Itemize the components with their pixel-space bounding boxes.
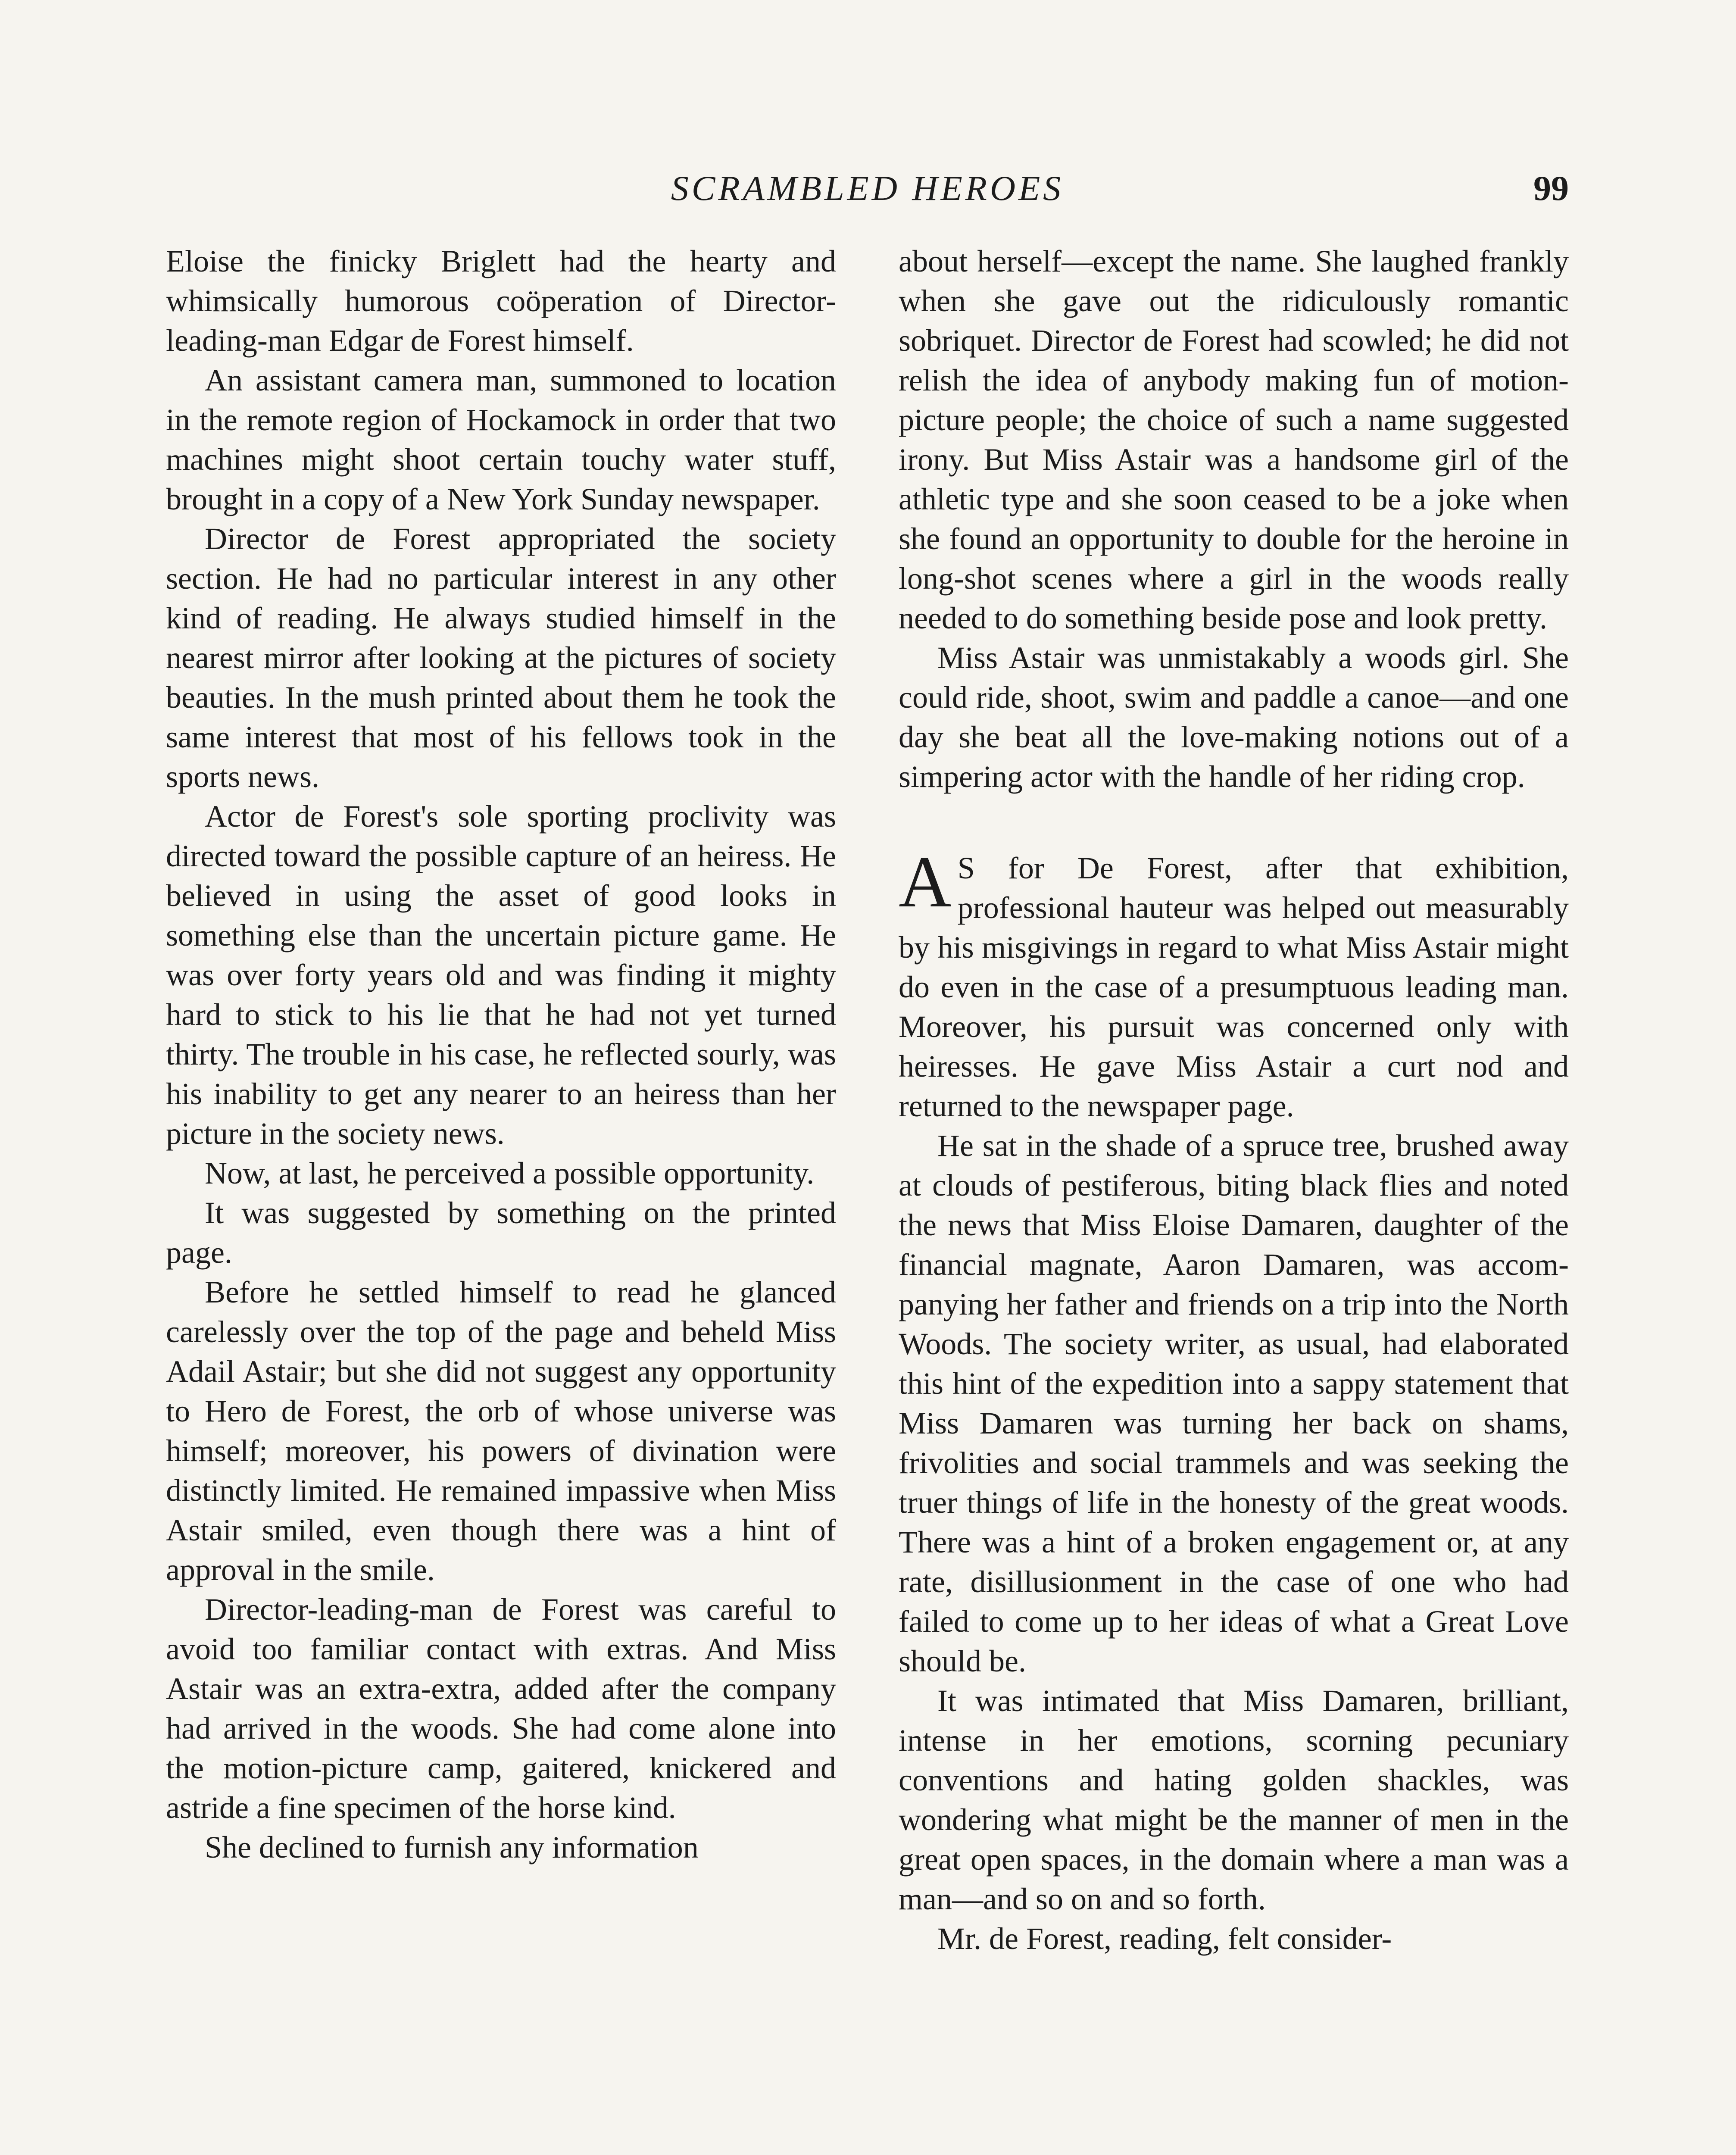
paragraph: It was intimated that Miss Damaren, brilliant, intense in her emotions, scorning pecuniary conventions and hating golden shackles, was wondering what might be the manner of men in the great open spaces, in the domain where a man was a man—and so on and so forth. xyxy=(899,1683,1569,1916)
paragraph: An assistant camera man, summoned to location in the remote region of Hockamock in order that two machines might shoot certain touchy water stuff, brought in a copy of a New York Sunday newspaper. xyxy=(166,363,836,516)
paragraph: Mr. de Forest, reading, felt consider- xyxy=(937,1921,1392,1956)
magazine-page xyxy=(166,159,1569,2155)
paragraph: about herself—except the name. She laughed frankly when she gave out the ridiculously romantic sobriquet. Director de Forest had scowled; he did not relish the idea of anybody making fun of motion-picture people; the choice of such a name suggested irony. But Miss Astair was a handsome girl of the athletic type and she soon ceased to be a joke when she found an opportunity to double for the heroine in long-shot scenes where a girl in the woods really needed to do something beside pose and look pretty. xyxy=(899,244,1569,635)
drop-cap-letter: A xyxy=(899,841,952,922)
running-title: SCRAMBLED HEROES xyxy=(671,169,1064,208)
left-column xyxy=(166,241,836,1958)
text-columns xyxy=(166,241,1569,1958)
page-header xyxy=(166,159,1569,224)
paragraph: Eloise the finicky Briglett had the hearty and whimsically humorous coöperation of Director-leading-man Edgar de Forest himself. xyxy=(166,244,836,358)
section-opening-paragraph xyxy=(899,841,1569,1126)
page-number: 99 xyxy=(1533,169,1569,208)
paragraph: Director-leading-man de Forest was careful to avoid too familiar contact with extras. And Miss Astair was an extra-extra, added after the company had arrived in the woods. She had come alone into the motion-picture camp, gaitered, knickered and astride a fine specimen of the horse kind. xyxy=(166,1592,836,1825)
paragraph: Actor de Forest's sole sporting proclivity was directed toward the possible capture of an heiress. He believed in using the asset of good looks in something else than the uncertain picture game. He was over forty years old and was finding it mighty hard to stick to his lie that he had not yet turned thirty. The trouble in his case, he reflected sourly, was his inability to get any nearer to an heiress than her picture in the society news. xyxy=(166,799,836,1151)
paragraph: Before he settled himself to read he glanced carelessly over the top of the page and beheld Miss Adail Astair; but she did not suggest any opportunity to Hero de Forest, the orb of whose universe was himself; moreover, his powers of divination were distinctly limited. He remained impassive when Miss Astair smiled, even though there was a hint of approval in the smile. xyxy=(166,1275,836,1587)
paragraph: Director de Forest appropriated the society section. He had no particular interest in any other kind of reading. He always studied himself in the nearest mirror after looking at the pictures of society beauties. In the mush printed about them he took the same interest that most of his fellows took in the sports news. xyxy=(166,522,836,794)
drop-cap-paragraph-text: S for De Forest, after that exhibition, professional hauteur was helped out measurably by his misgivings in regard to what Miss Astair might do even in the case of a presumptuous leading man. Moreover, his pursuit was concerned only with heiresses. He gave Miss Astair a curt nod and returned to the newspaper page. xyxy=(899,851,1569,1123)
paragraph: Now, at last, he perceived a possible opportunity. xyxy=(205,1156,815,1190)
paragraph: It was suggested by something on the printed page. xyxy=(166,1196,836,1270)
right-column xyxy=(899,241,1569,1958)
paragraph: Miss Astair was unmistakably a woods girl. She could ride, shoot, swim and paddle a canoe—and one day she beat all the love-making notions out of a simpering actor with the handle of her riding crop. xyxy=(899,640,1569,794)
paragraph: He sat in the shade of a spruce tree, brushed away at clouds of pestiferous, biting black flies and noted the news that Miss Eloise Damaren, daughter of the financial magnate, Aaron Damaren, was accompanying her father and friends on a trip into the North Woods. The society writer, as usual, had elaborated this hint of the expedition into a sappy statement that Miss Damaren was turning her back on shams, frivolities and social trammels and was seeking the truer things of life in the honesty of the great woods. There was a hint of a broken engagement or, at any rate, disillusionment in the case of one who had failed to come up to her ideas of what a Great Love should be. xyxy=(899,1128,1569,1678)
paragraph: She declined to furnish any information xyxy=(205,1830,699,1865)
